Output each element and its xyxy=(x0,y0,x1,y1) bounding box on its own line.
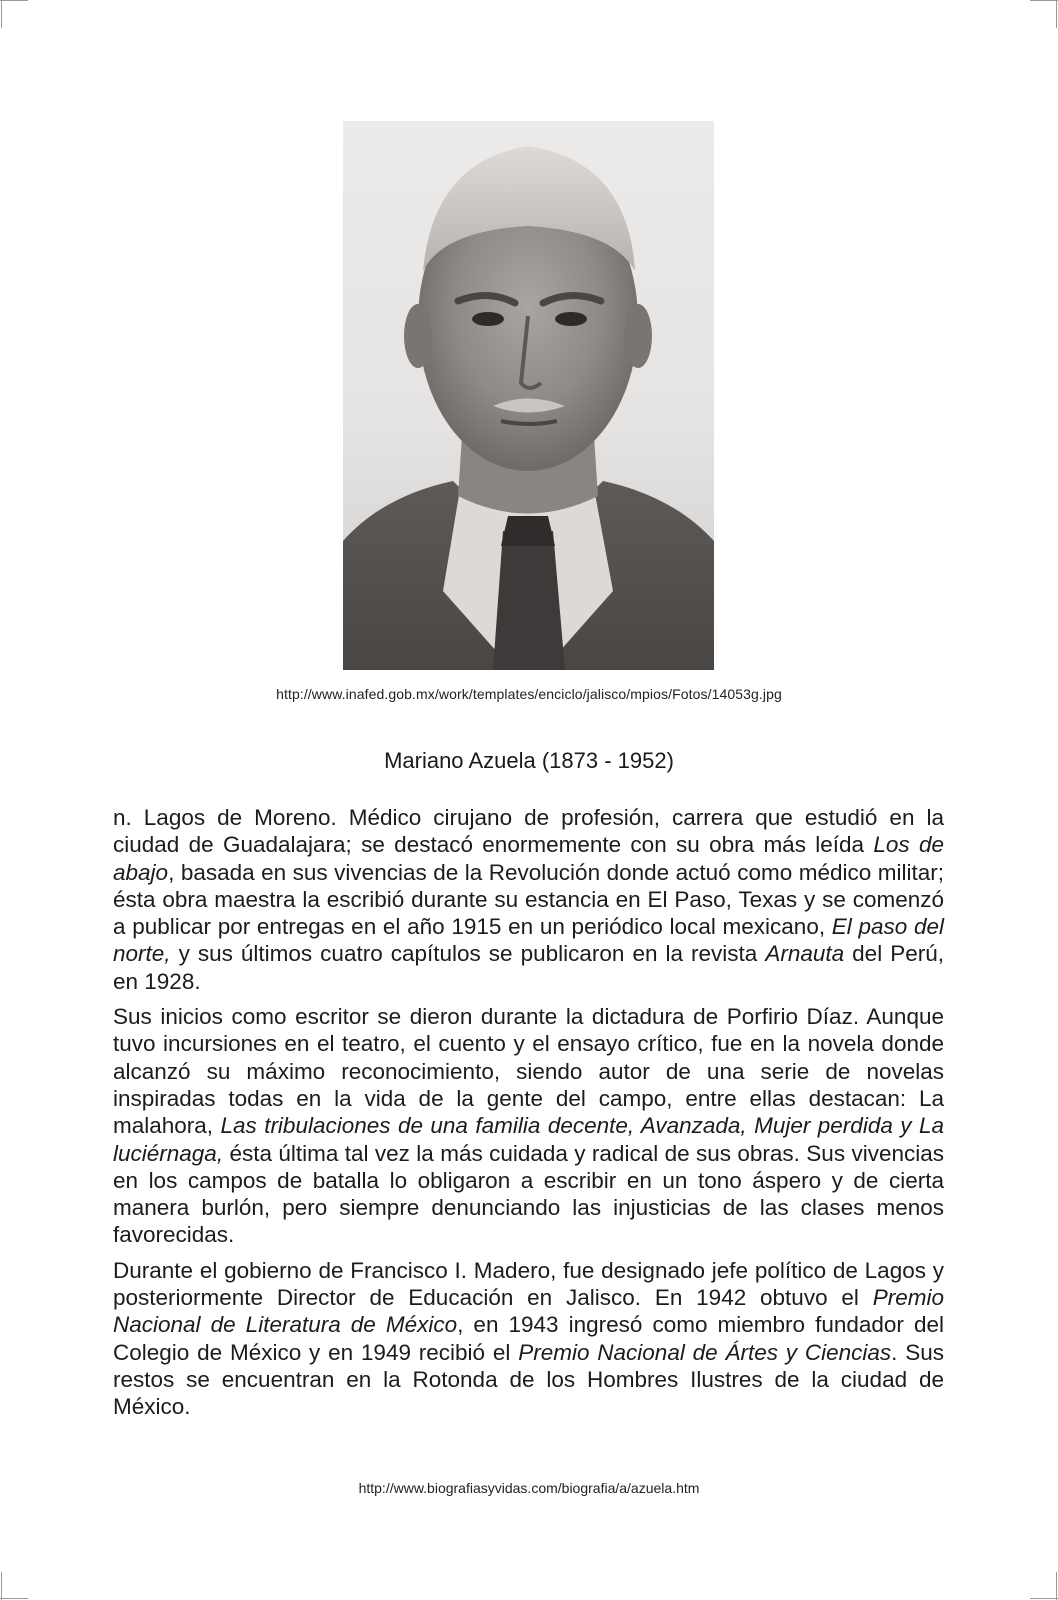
portrait-photo xyxy=(343,121,714,670)
crop-mark-top-right-v xyxy=(1056,0,1057,28)
text-segment: del Perú, en 1928. xyxy=(113,941,944,994)
italic-title: Premio Nacional de Literatura de México xyxy=(113,1285,944,1338)
text-segment: Sus inicios como escritor se dieron durante la dictadura de Porfirio Díaz. Aunque tuvo incursiones en el teatro, el cuento y el ensayo crítico, fue en la novela donde alcanzó su máximo reconocimiento, siendo autor de una serie de novelas inspiradas todas en la vida de la gente del campo, entre ellas destacan: La malahora, xyxy=(113,1004,944,1139)
crop-mark-bottom-left-h xyxy=(0,1598,28,1599)
crop-mark-top-right-h xyxy=(1030,0,1058,1)
italic-title: Las tribulaciones de una familia decente, Avanzada, Mujer perdida y La luciérnaga, xyxy=(113,1113,944,1166)
text-segment: , basada en sus vivencias de la Revolución donde actuó como médico militar; ésta obra maestra la escribió durante su estancia en El Paso, Texas y se comenzó a publicar por entregas en el año 1915 en un periódico local mexicano, xyxy=(113,859,944,940)
text-segment: , en 1943 ingresó como miembro fundador del Colegio de México y en 1949 recibió el xyxy=(113,1312,944,1365)
italic-title: Arnauta xyxy=(765,941,845,967)
text-segment: Durante el gobierno de Francisco I. Madero, fue designado jefe político de Lagos y posteriormente Director de Educación en Jalisco. En 1942 obtuvo el xyxy=(113,1257,944,1311)
text-segment: y sus últimos cuatro capítulos se publicaron en la revista xyxy=(170,941,766,967)
crop-mark-top-left-v xyxy=(1,0,2,28)
italic-title: Los de abajo xyxy=(113,832,944,885)
biography-text xyxy=(113,804,944,1429)
text-segment: n. Lagos de Moreno. Médico cirujano de profesión, carrera que estudió en la ciudad de Guadalajara; se destacó enormemente con su obra más leída xyxy=(113,805,944,858)
biography-paragraph xyxy=(113,1257,944,1421)
crop-mark-bottom-left-v xyxy=(1,1572,2,1600)
text-segment: . Sus restos se encuentran en la Rotonda de los Hombres Ilustres de la ciudad de México. xyxy=(113,1339,944,1420)
crop-mark-top-left-h xyxy=(0,0,28,1)
page-title: Mariano Azuela (1873 - 1952) xyxy=(384,748,674,773)
crop-mark-bottom-right-v xyxy=(1056,1572,1057,1600)
italic-title: El paso del norte, xyxy=(113,914,944,967)
crop-mark-bottom-right-h xyxy=(1030,1598,1058,1599)
text-segment: ésta última tal vez la más cuidada y radical de sus obras. Sus vivencias en los campos de batalla lo obligaron a escribir en un tono áspero y de cierta manera burlón, pero siempre denunciando las injusticias de las clases menos favorecidas. xyxy=(113,1140,944,1248)
biography-paragraph xyxy=(113,1003,944,1249)
italic-title: Premio Nacional de Ártes y Ciencias xyxy=(518,1339,892,1365)
source-credit-url: http://www.biografiasyvidas.com/biografia/a/azuela.htm xyxy=(358,1480,700,1496)
photo-credit-url: http://www.inafed.gob.mx/work/templates/enciclo/jalisco/mpios/Fotos/14053g.jpg xyxy=(276,686,782,702)
biography-paragraph xyxy=(113,804,944,995)
portrait-illustration xyxy=(343,121,714,670)
